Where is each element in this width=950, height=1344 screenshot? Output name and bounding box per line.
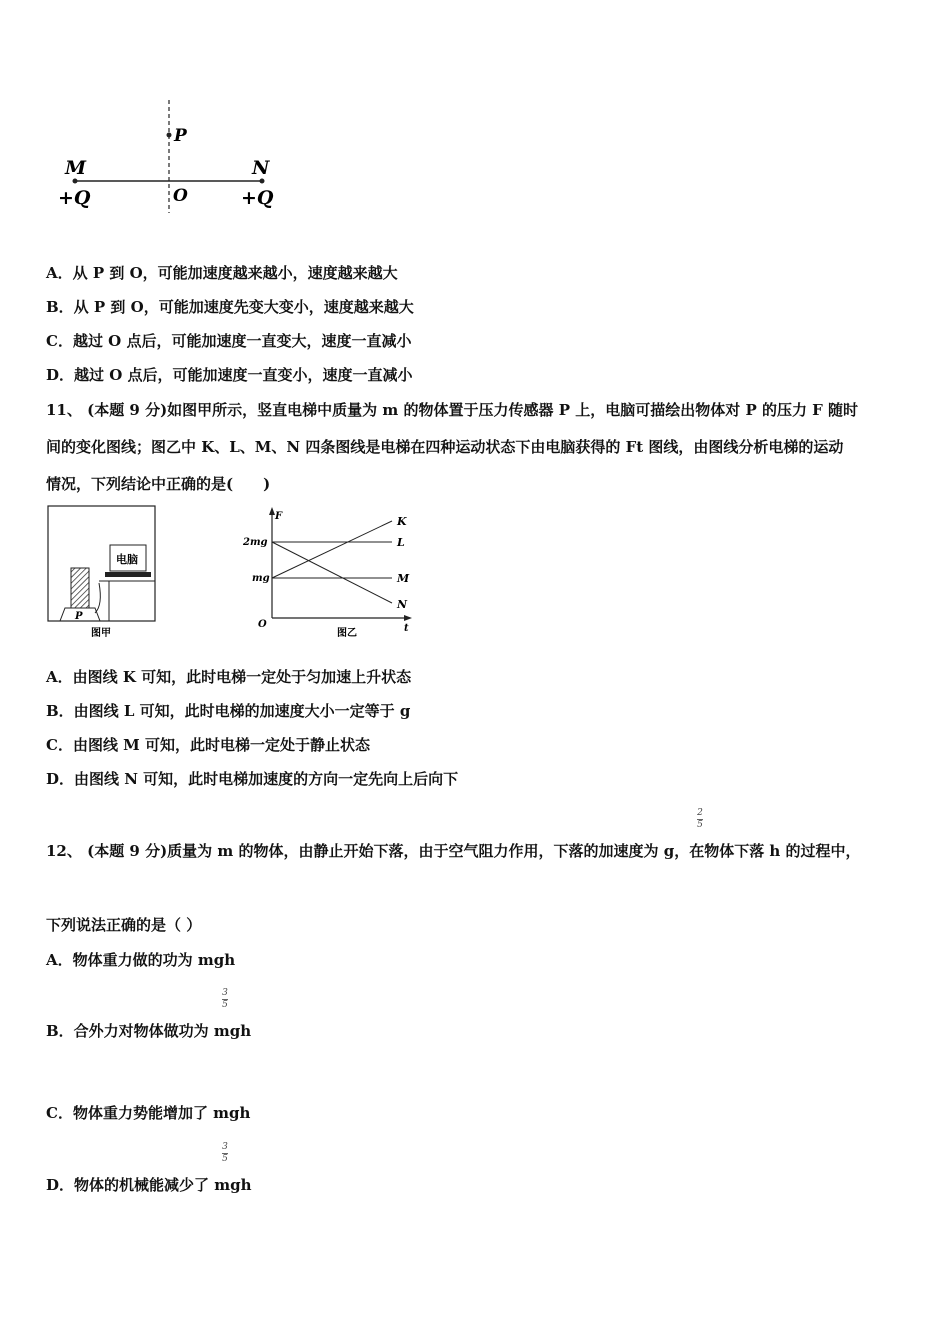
line-K	[272, 521, 392, 578]
label-N: N	[252, 157, 270, 179]
figure-a-caption: 图甲	[91, 628, 111, 639]
q11-option-c: C．由图线 M 可知，此时电梯一定处于静止状态	[46, 736, 370, 754]
tick-2mg: 2mg	[243, 537, 268, 548]
q11-stem-line3: 情况，下列结论中正确的是( )	[46, 475, 271, 493]
q12-option-a: A．物体重力做的功为 mgh	[46, 951, 236, 969]
q11-option-a: A．由图线 K 可知，此时电梯一定处于匀加速上升状态	[46, 668, 412, 686]
label-K: K	[397, 515, 407, 528]
label-qM: +Q	[58, 187, 91, 209]
fraction-2-5: 2 5	[697, 808, 703, 830]
label-N-line: N	[397, 598, 408, 611]
q11-option-d: D．由图线 N 可知，此时电梯加速度的方向一定先向上后向下	[46, 770, 459, 788]
ft-graph	[240, 505, 420, 640]
computer-label: 电脑	[116, 553, 138, 566]
q11-stem-line2: 间的变化图线；图乙中 K、L、M、N 四条图线是电梯在四种运动状态下由电脑获得的 Ft 图线，由图线分析电梯的运动	[46, 438, 844, 456]
axis-F: F	[275, 511, 283, 522]
q12-option-c: C．物体重力势能增加了 mgh	[46, 1104, 251, 1122]
q12-stem-line2: 下列说法正确的是（ ）	[46, 916, 202, 934]
label-M-line: M	[397, 572, 410, 585]
q10-option-b: B．从 P 到 O，可能加速度先变大变小，速度越来越大	[46, 298, 414, 316]
q12-option-b: B．合外力对物体做功为 mgh	[46, 1022, 252, 1040]
label-P: P	[174, 126, 187, 146]
q11-option-b: B．由图线 L 可知，此时电梯的加速度大小一定等于 g	[46, 702, 411, 720]
tick-mg: mg	[252, 573, 270, 584]
line-N	[272, 542, 392, 603]
axis-t: t	[404, 623, 409, 634]
fraction-3-5-b: 3 5	[222, 988, 228, 1010]
elevator-figure	[47, 505, 159, 640]
figure-b-caption: 图乙	[337, 628, 357, 639]
label-L: L	[397, 536, 405, 549]
q10-option-a: A．从 P 到 O，可能加速度越来越小，速度越来越大	[46, 264, 398, 282]
label-O: O	[173, 186, 188, 206]
q12-option-d: D．物体的机械能减少了 mgh	[46, 1176, 252, 1194]
origin-O: O	[258, 619, 267, 630]
sensor-label: P	[75, 611, 83, 622]
q11-stem-line1: 11、 (本题 9 分)如图甲所示，竖直电梯中质量为 m 的物体置于压力传感器 P 上，电脑可描绘出物体对 P 的压力 F 随时	[46, 401, 859, 419]
label-qN: +Q	[241, 187, 274, 209]
fraction-3-5-d: 3 5	[222, 1142, 228, 1164]
label-M: M	[65, 157, 87, 179]
charge-diagram	[55, 95, 285, 215]
q10-option-d: D．越过 O 点后，可能加速度一直变小，速度一直减小	[46, 366, 413, 384]
q12-stem-line1: 12、 (本题 9 分)质量为 m 的物体，由静止开始下落，由于空气阻力作用，下落的加速度为 g，在物体下落 h 的过程中，	[46, 842, 861, 860]
q10-option-c: C．越过 O 点后，可能加速度一直变大，速度一直减小	[46, 332, 412, 350]
